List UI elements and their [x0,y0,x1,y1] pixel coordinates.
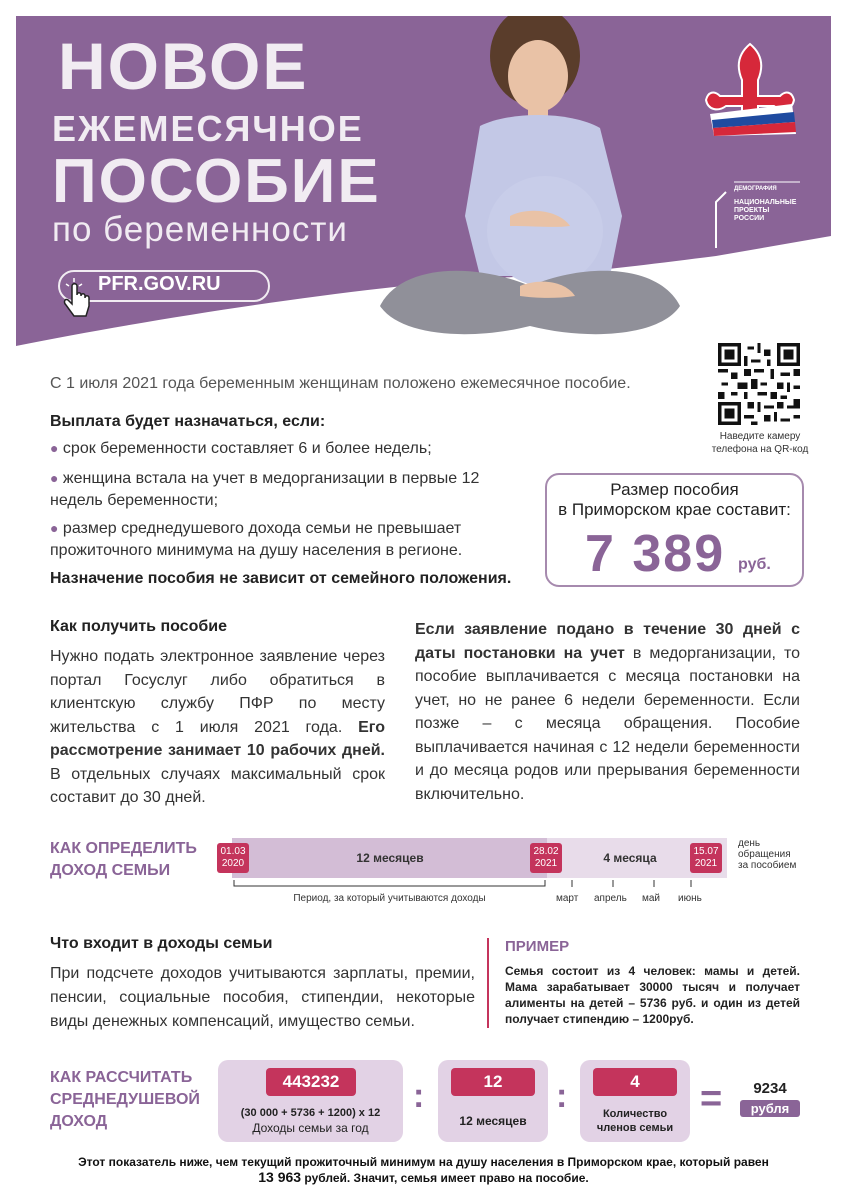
if-applied-bold: Если заявление подано в течение 30 дней с даты постановки на учет [415,621,800,662]
condition-text: женщина встала на учет в медорганизации в первые 12 недель беременности; [50,470,480,509]
footer-line-2: рублей. Значит, семья имеет право на пособие. [301,1171,589,1185]
svg-text:ПРОЕКТЫ: ПРОЕКТЫ [734,207,770,214]
timeline-date-end: 15.07 2021 [690,843,722,873]
timeline-label-4: 4 месяца [603,851,657,865]
url-link[interactable]: PFR.GOV.RU [98,273,221,295]
svg-text:ДЕМОГРАФИЯ: ДЕМОГРАФИЯ [734,186,777,192]
how-text-bold: Его рассмотрение занимает 10 рабочих дней. [50,718,385,759]
amount-currency: руб. [738,556,771,573]
condition-text: срок беременности составляет 6 и более недель; [62,440,432,457]
example-divider [487,938,489,1028]
division-sign: : [413,1077,425,1115]
members-value: 4 [593,1068,677,1096]
timeline-title-line-2: ДОХОД СЕМЬИ [50,862,171,879]
timeline-date-start: 01.03 2020 [217,843,249,873]
amount-value: 7 389 [585,525,726,583]
condition-item-2 [50,467,520,512]
pregnant-woman-illustration [360,16,690,346]
timeline-date-mid: 28.02 2021 [530,843,562,873]
result-value: 9234 [753,1080,787,1097]
income-title: Что входит в доходы семьи [50,935,273,952]
footer-note [30,1155,817,1186]
how-to-get-text [50,645,385,810]
month-label: апрель [594,893,627,904]
amount-label-1: Размер пособия [610,480,739,499]
qr-caption [700,430,820,456]
qr-code[interactable] [718,343,800,425]
if-applied-text [415,618,800,806]
timeline-title [50,838,197,882]
condition-item-1 [50,437,520,460]
condition-item-3 [50,517,520,562]
members-label: Количество членов семьи [596,1108,674,1134]
how-text-part-2: В отдельных случаях максимальный срок составит до 30 дней. [50,765,385,806]
income-formula: (30 000 + 5736 + 1200) х 12 [240,1107,381,1119]
conditions-note: Назначение пособия не зависит от семейного положения. [50,570,512,587]
pfr-logo [700,40,800,140]
income-text: При подсчете доходов учитываются зарплаты, премии, пенсии, социальные пособия, стипендии, некоторые виды денежных компенсаций, имущество семьи. [50,965,475,1030]
if-applied-rest: в медорганизации, то пособие выплачивается с месяца постановки на учет, но не ранее 6 недели беременности. Если позже – с месяца обращения. Пособие выплачивается начиная с 12 недели беременности и до месяца родов или прерывания беременности включительно. [415,644,801,803]
bullet-dot-icon: ● [50,520,59,536]
title-line-1: НОВОЕ [58,29,309,103]
timeline-title-line-1: КАК ОПРЕДЕЛИТЬ [50,840,197,857]
footer-line-1: Этот показатель ниже, чем текущий прожиточный минимум на душу населения в Приморском крае, который равен [78,1155,769,1169]
calc-title: КАК РАССЧИТАТЬ СРЕДНЕДУШЕВОЙ ДОХОД [50,1069,200,1130]
pointer-hand-icon [62,278,92,322]
title-line-4: по беременности [52,210,348,249]
bullet-dot-icon: ● [50,470,59,486]
months-value: 12 [451,1068,535,1096]
equals-sign: = [700,1078,723,1120]
result-currency: рубля [740,1100,800,1117]
income-value: 443232 [266,1068,356,1096]
bullet-dot-icon: ● [50,440,59,456]
example-text: Семья состоит из 4 человек: мамы и детей. Мама зарабатывает 30000 тысяч и получает алименты на детей – 5736 руб. и один из детей получает стипендию – 1200руб. [505,964,800,1026]
timeline-label-12: 12 месяцев [356,851,424,865]
conditions-title: Выплата будет назначаться, если: [50,413,326,430]
timeline-period-label: Период, за который учитываются доходы [293,893,486,904]
title-line-3: ПОСОБИЕ [52,147,381,216]
intro-text: С 1 июля 2021 года беременным женщинам положено ежемесячное пособие. [50,375,631,392]
month-label: март [556,893,579,904]
svg-text:РОССИИ: РОССИИ [734,215,765,222]
how-text-part-1: Нужно подать электронное заявление через портал Госуслуг либо обратиться в клиентскую службу ПФР по месту жительства с 1 июля 2021 года. [50,648,385,736]
national-projects-logo [714,180,804,250]
timeline-day-label: день обращения за пособием [738,838,797,871]
title-line-2: ЕЖЕМЕСЯЧНОЕ [52,108,364,149]
svg-text:НАЦИОНАЛЬНЫЕ: НАЦИОНАЛЬНЫЕ [734,199,797,206]
example-title: ПРИМЕР [505,938,570,955]
month-label: май [642,893,661,904]
footer-number: 13 963 [258,1169,302,1185]
income-label: Доходы семьи за год [252,1121,369,1135]
how-to-get-title: Как получить пособие [50,618,227,635]
qr-caption-line-2: телефона на QR-код [711,444,809,455]
condition-text: размер среднедушевого дохода семьи не превышает прожиточного минимума на душу населения в регионе. [50,520,463,559]
demography-logo-icon [714,180,804,250]
months-label: 12 месяцев [459,1114,527,1128]
month-label: июнь [678,893,702,904]
qr-caption-line-1: Наведите камеру [719,431,801,442]
amount-label-2: в Приморском крае составит: [558,500,791,519]
division-sign: : [556,1077,568,1115]
